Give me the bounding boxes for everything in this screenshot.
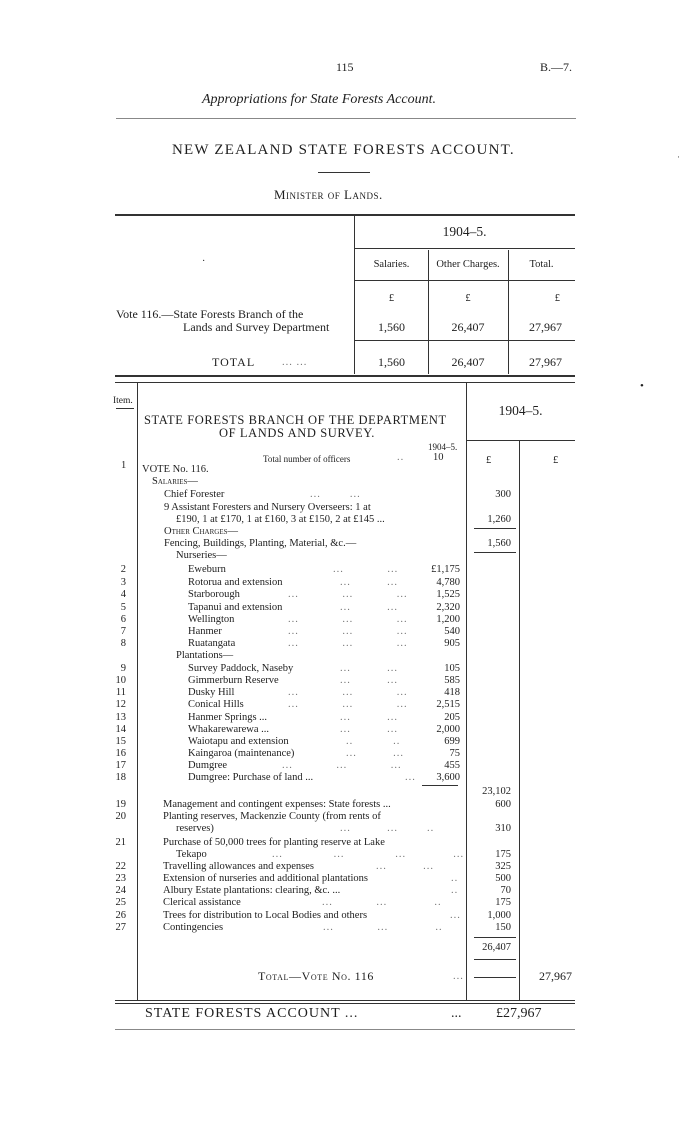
subtotal-rule xyxy=(422,785,458,786)
plantation-name: Survey Paddock, Naseby xyxy=(188,663,294,674)
officers-count: 10 xyxy=(433,452,444,463)
nurseries-heading: Nurseries— xyxy=(176,550,227,561)
currency-symbol: £ xyxy=(486,455,492,466)
leader-dots: ... ... xyxy=(340,675,398,686)
charge-amount: 325 xyxy=(495,861,511,872)
plantation-amount: 75 xyxy=(449,748,460,759)
item-header-rule xyxy=(116,408,134,409)
plantation-name: Whakarewarewa ... xyxy=(188,724,270,735)
item-number: 16 xyxy=(115,748,126,759)
total-other-charges: 26,407 xyxy=(451,355,485,369)
subtotal-rule xyxy=(474,552,516,553)
charge-amount: 1,000 xyxy=(487,910,511,921)
plantations-heading: Plantations— xyxy=(176,650,234,661)
nursery-amount: 1,525 xyxy=(436,589,460,600)
charge-description: Travelling allowances and expenses xyxy=(163,861,314,872)
leader-dots: ... ... xyxy=(340,577,398,588)
detail-year: 1904–5. xyxy=(498,403,543,418)
item-number: 25 xyxy=(115,897,126,908)
plantation-amount: 105 xyxy=(444,663,460,674)
other-charges-heading: Other Charges— xyxy=(164,526,238,537)
plantation-amount: 418 xyxy=(444,687,460,698)
item-column-divider xyxy=(137,383,138,1000)
page-title: NEW ZEALAND STATE FORESTS ACCOUNT. xyxy=(172,142,515,158)
col-other-charges: Other Charges. xyxy=(436,259,500,270)
vote-salaries: 1,560 xyxy=(378,320,405,334)
leader-dots: ... ... ... xyxy=(288,614,408,625)
item-number: 5 xyxy=(120,602,126,613)
branch-heading-cont: OF LANDS AND SURVEY. xyxy=(219,426,375,440)
plantation-name: Hanmer Springs ... xyxy=(188,712,268,723)
plantation-name: Kaingaroa (maintenance) xyxy=(188,748,295,759)
ministry-heading: Minister of Lands. xyxy=(274,187,383,202)
plantation-name: Gimmerburn Reserve xyxy=(188,675,279,686)
assistants-label: 9 Assistant Foresters and Nursery Overseers: 1 at xyxy=(164,502,371,513)
charge-description: Albury Estate plantations: clearing, &c. ... xyxy=(163,885,341,896)
footer-top-rule xyxy=(115,1003,575,1004)
vote-description-cont: Lands and Survey Department xyxy=(183,320,330,334)
charge-description: Trees for distribution to Local Bodies and others xyxy=(163,910,368,921)
charge-amount: 175 xyxy=(495,897,511,908)
leader-dots: ... ... xyxy=(340,663,398,674)
leader-dots: ... ... xyxy=(376,861,434,872)
leader-dots: ... ... ... xyxy=(282,760,402,771)
plantation-amount: 585 xyxy=(444,675,460,686)
leader-dots: ... ... xyxy=(310,489,361,500)
item-number: 7 xyxy=(120,626,126,637)
nursery-name: Ruatangata xyxy=(188,638,236,649)
leader-dots: ... ... ... xyxy=(288,687,408,698)
summary-year-rule xyxy=(355,248,575,249)
col-salaries: Salaries. xyxy=(373,259,410,270)
charge-description: Purchase of 50,000 trees for planting reserve at Lake xyxy=(163,837,385,848)
subtotal-rule xyxy=(474,937,516,938)
page-number: 115 xyxy=(336,60,354,74)
item-number: 9 xyxy=(120,663,126,674)
item-number: 3 xyxy=(120,577,126,588)
nursery-name: Wellington xyxy=(188,614,235,625)
nursery-amount: 4,780 xyxy=(436,577,460,588)
item-number: 20 xyxy=(115,811,126,822)
summary-bottom-rule xyxy=(115,375,575,377)
officers-label: Total number of officers xyxy=(263,454,351,464)
nursery-amount: 1,200 xyxy=(436,614,460,625)
plantation-amount: 205 xyxy=(444,712,460,723)
document-reference: B.—7. xyxy=(540,60,573,74)
salaries-total: 1,560 xyxy=(487,538,511,549)
item-number: 24 xyxy=(115,885,126,896)
total-salaries: 1,560 xyxy=(378,355,405,369)
detail-bottom-rule xyxy=(115,1000,575,1001)
leader-dots: ... ... xyxy=(340,602,398,613)
leader-dots: ... xyxy=(453,971,464,982)
other-charges-total: 26,407 xyxy=(482,942,511,953)
vote-description: Vote 116.—State Forests Branch of the xyxy=(116,307,304,321)
item-number: 22 xyxy=(115,861,126,872)
leader-dots: ... ... ... xyxy=(288,626,408,637)
col-total: Total. xyxy=(529,259,554,270)
item-number: 4 xyxy=(120,589,126,600)
summary-total-label: TOTAL xyxy=(212,355,256,369)
item-number: 14 xyxy=(115,724,126,735)
item-number: 15 xyxy=(115,736,126,747)
item-number: 8 xyxy=(120,638,126,649)
nursery-name: Tapanui and extension xyxy=(188,602,283,613)
leader-dots: ... ... .. xyxy=(340,823,435,834)
plantation-name: Conical Hills xyxy=(188,699,244,710)
charge-description: Extension of nurseries and additional plantations xyxy=(163,873,368,884)
vote-total-label: Total—Vote No. 116 xyxy=(258,969,375,983)
leader-dots: ... ... xyxy=(333,564,399,575)
charge-description: Clerical assistance xyxy=(163,897,241,908)
plantation-name: Waiotapu and extension xyxy=(188,736,289,747)
leader-dots: ... ... .. xyxy=(323,922,443,933)
leader-dots: .. xyxy=(397,452,405,463)
leader-dots: ... ... .. xyxy=(322,897,442,908)
item-number: 17 xyxy=(115,760,126,771)
item-number: 12 xyxy=(115,699,126,710)
charge-amount: 150 xyxy=(495,922,511,933)
leader-dots: ... ... xyxy=(346,748,404,759)
summary-top-rule xyxy=(115,214,575,216)
subtotal-rule xyxy=(474,959,516,960)
item-number: 1 xyxy=(121,460,127,471)
charge-amount: 175 xyxy=(495,849,511,860)
charge-description: Contingencies xyxy=(163,922,224,933)
charge-amount: 500 xyxy=(495,873,511,884)
nursery-amount: £1,175 xyxy=(431,564,460,575)
summary-total-rule xyxy=(355,340,575,341)
year-rule xyxy=(466,440,575,441)
nursery-amount: 540 xyxy=(444,626,460,637)
footer-dots: ... xyxy=(451,1006,462,1021)
scan-mark: • xyxy=(640,380,644,392)
assistants-amount: 1,260 xyxy=(487,514,511,525)
item-number: 13 xyxy=(115,712,126,723)
leader-dots: ... ... ... xyxy=(288,589,408,600)
nursery-name: Hanmer xyxy=(188,626,222,637)
fencing-total: 23,102 xyxy=(482,786,511,797)
scan-mark: · xyxy=(677,152,680,162)
leader-dots: ... ... ... xyxy=(288,699,408,710)
vote-total-amount: 27,967 xyxy=(539,969,572,983)
summary-year: 1904–5. xyxy=(442,224,487,239)
subtotal-rule xyxy=(474,528,516,529)
item-number: 27 xyxy=(115,922,126,933)
leader-dots: ... ... xyxy=(282,357,308,368)
currency-symbol: £ xyxy=(553,455,559,466)
footer-amount: £27,967 xyxy=(496,1006,542,1021)
chief-forester-label: Chief Forester xyxy=(164,489,225,500)
summary-header-rule xyxy=(355,280,575,281)
leader-dots: ... xyxy=(450,910,461,921)
subtotal-rule xyxy=(474,977,516,978)
amount-subcolumn-divider xyxy=(519,440,520,1000)
charge-description: Planting reserves, Mackenzie County (from rents of xyxy=(163,811,381,822)
charge-description-cont: reserves) xyxy=(176,823,214,834)
detail-top-rule xyxy=(115,382,575,383)
nursery-amount: 905 xyxy=(444,638,460,649)
leader-dots: .. .. xyxy=(346,736,401,747)
salaries-heading: Salaries— xyxy=(152,476,198,487)
item-number: 18 xyxy=(115,772,126,783)
vote-total: 27,967 xyxy=(529,320,562,334)
charge-amount: 310 xyxy=(495,823,511,834)
plantation-name: Dumgree: Purchase of land ... xyxy=(188,772,314,783)
chief-forester-amount: 300 xyxy=(495,489,511,500)
leader-dots: .. xyxy=(451,885,459,896)
running-title: Appropriations for State Forests Account. xyxy=(202,92,436,107)
nursery-name: Starborough xyxy=(188,589,240,600)
item-number: 26 xyxy=(115,910,126,921)
footer-bottom-rule xyxy=(115,1029,575,1030)
item-number: 6 xyxy=(120,614,126,625)
footer-label: STATE FORESTS ACCOUNT ... xyxy=(145,1006,359,1021)
total-amount: 27,967 xyxy=(529,355,562,369)
fencing-heading: Fencing, Buildings, Planting, Material, &c.— xyxy=(164,538,357,549)
officers-year: 1904–5. xyxy=(428,442,458,452)
item-number: 10 xyxy=(115,675,126,686)
nursery-amount: 2,320 xyxy=(436,602,460,613)
plantation-name: Dusky Hill xyxy=(188,687,235,698)
leader-dots: ... xyxy=(405,772,416,783)
plantation-amount: 699 xyxy=(444,736,460,747)
vote-other-charges: 26,407 xyxy=(451,320,485,334)
plantation-amount: 2,000 xyxy=(436,724,460,735)
item-column-header: Item. xyxy=(113,396,133,406)
charge-amount: 70 xyxy=(500,885,511,896)
charge-amount: 600 xyxy=(495,799,511,810)
dot-mark: · xyxy=(202,256,206,267)
assistants-label-cont: £190, 1 at £170, 1 at £160, 3 at £150, 2 at £145 ... xyxy=(176,514,385,525)
branch-heading: STATE FORESTS BRANCH OF THE DEPARTMENT xyxy=(144,413,447,427)
leader-dots: .. xyxy=(451,873,459,884)
item-number: 11 xyxy=(115,687,126,698)
nursery-name: Rotorua and extension xyxy=(188,577,283,588)
currency-symbol: £ xyxy=(388,293,395,304)
plantation-name: Dumgree xyxy=(188,760,228,771)
plantation-amount: 3,600 xyxy=(436,772,460,783)
currency-symbol: £ xyxy=(465,293,471,304)
header-divider xyxy=(116,118,576,119)
item-number: 23 xyxy=(115,873,126,884)
vote-number-label: VOTE No. 116. xyxy=(142,464,209,475)
leader-dots: ... ... xyxy=(340,712,398,723)
plantation-amount: 455 xyxy=(444,760,460,771)
currency-symbol: £ xyxy=(554,293,560,304)
item-number: 2 xyxy=(120,564,126,575)
charge-description-cont: Tekapo xyxy=(176,849,207,860)
plantation-amount: 2,515 xyxy=(436,699,460,710)
item-number: 21 xyxy=(115,837,126,848)
charge-description: Management and contingent expenses: State forests ... xyxy=(163,799,391,810)
nursery-name: Eweburn xyxy=(188,564,226,575)
leader-dots: ... ... xyxy=(340,724,398,735)
title-rule xyxy=(318,172,370,173)
item-number: 19 xyxy=(115,799,126,810)
leader-dots: ... ... ... xyxy=(288,638,408,649)
leader-dots: ... ... ... ... xyxy=(272,849,465,860)
